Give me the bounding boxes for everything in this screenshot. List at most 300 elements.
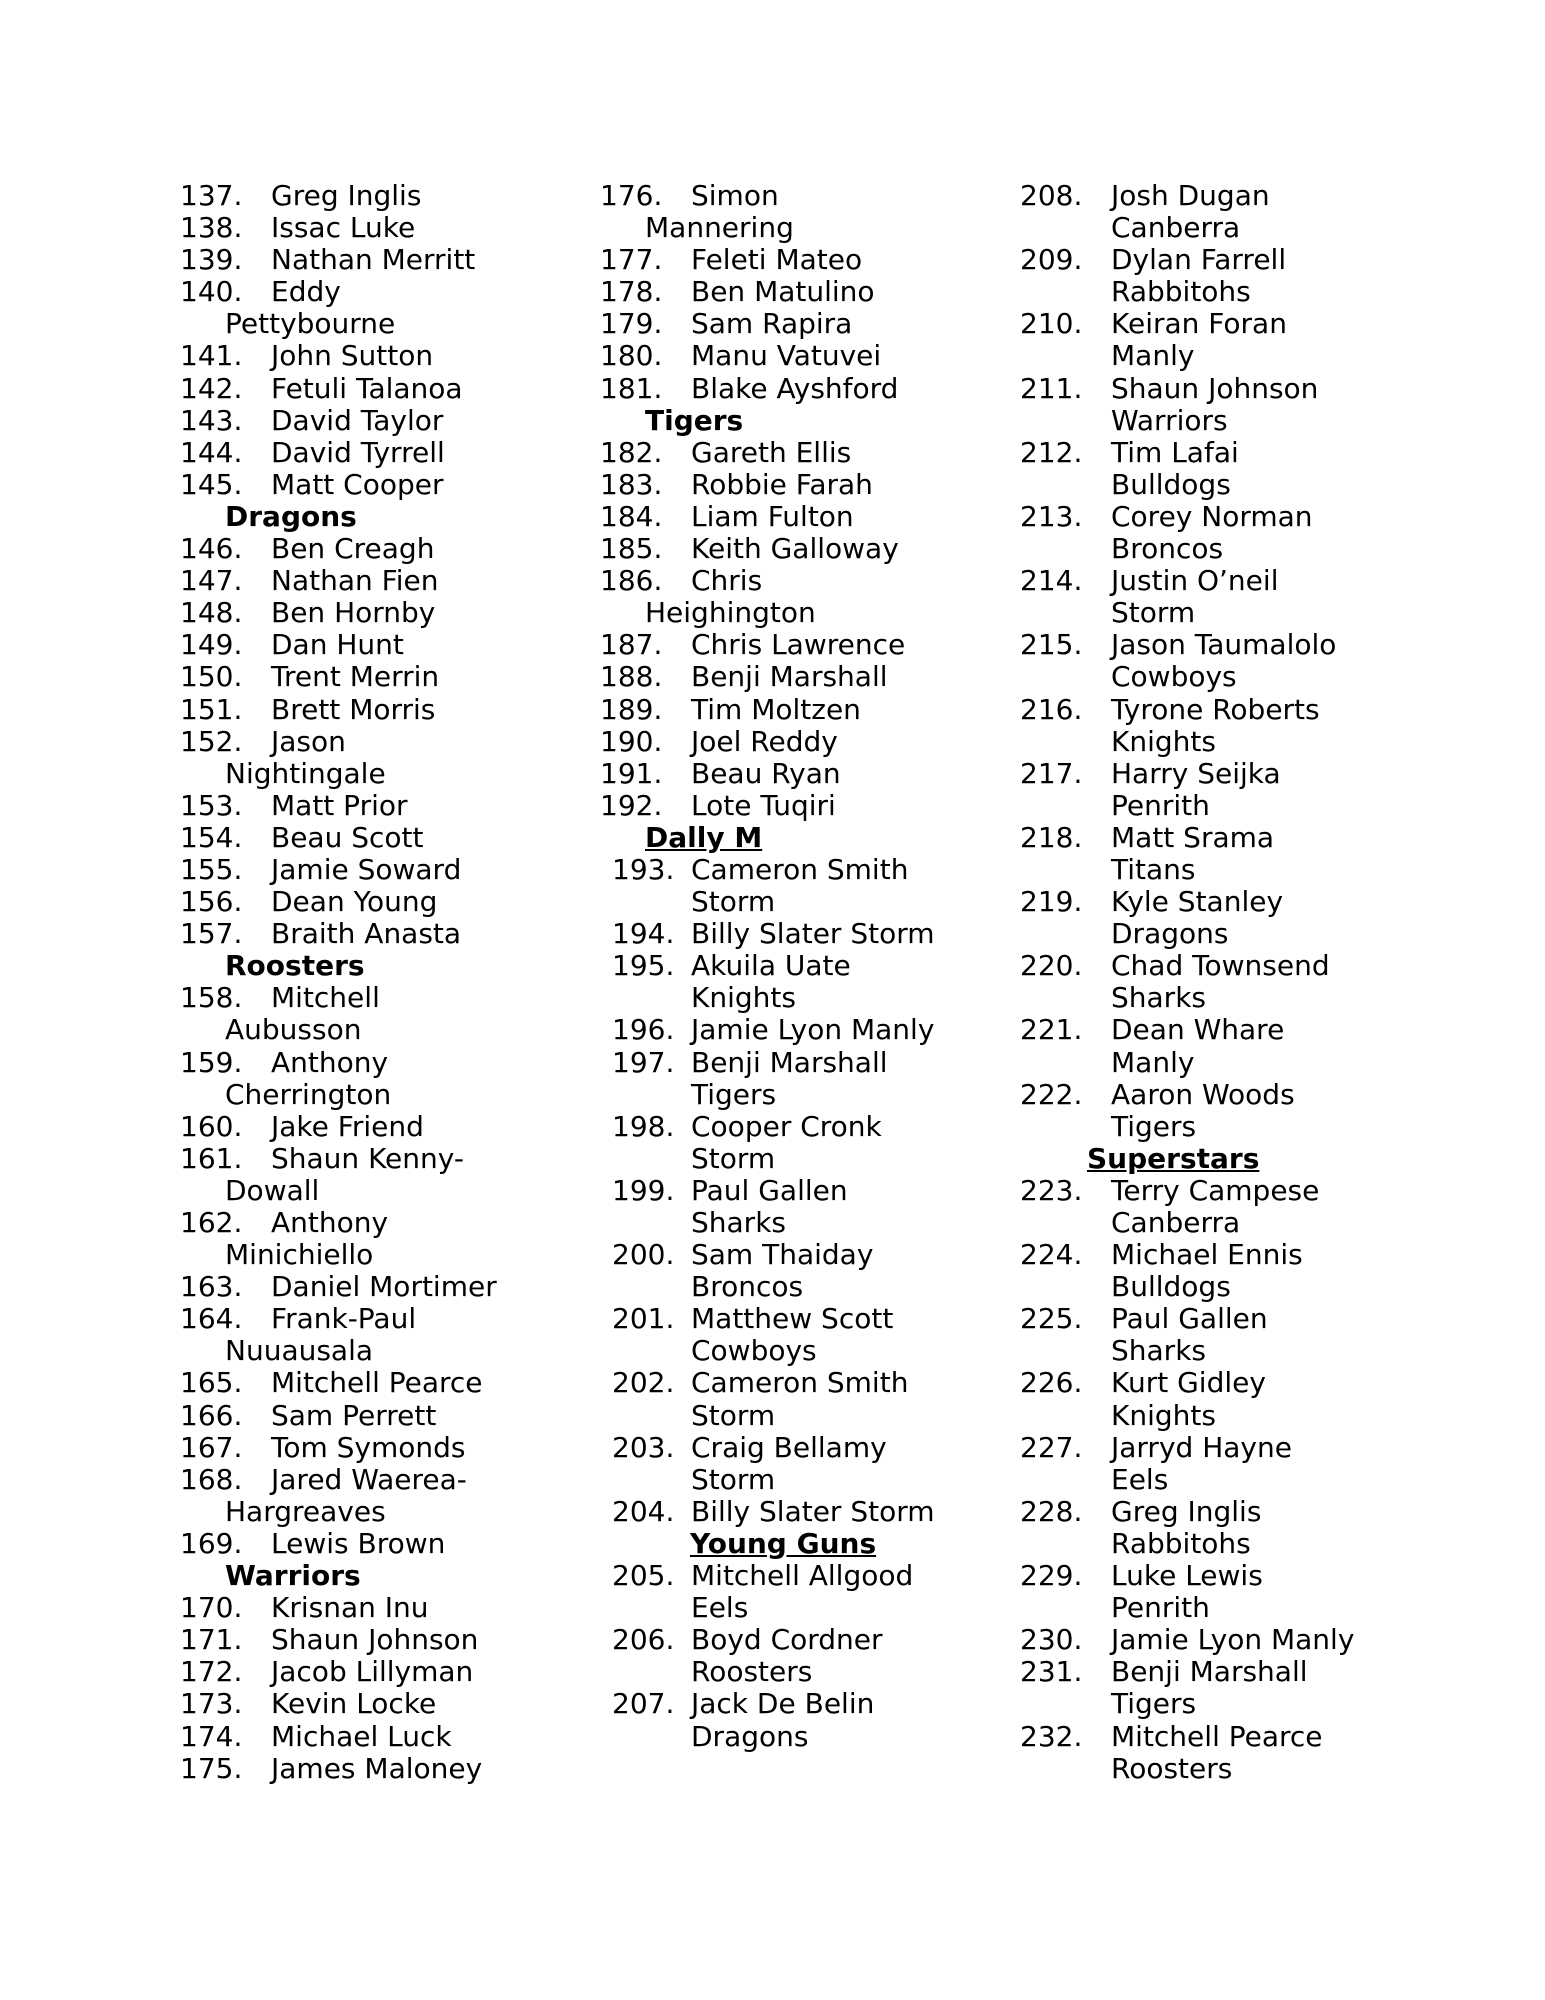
- player-name: Chris: [691, 564, 763, 598]
- list-item-continuation: Eels: [1111, 1462, 1169, 1496]
- list-item-continuation: Tigers: [1111, 1109, 1197, 1143]
- list-item-continuation: Broncos: [1111, 532, 1224, 566]
- list-number: 186.: [600, 564, 663, 598]
- player-name: Simon: [691, 179, 779, 212]
- player-name: Cameron Smith: [691, 852, 909, 886]
- list-item: [1020, 1560, 1400, 1592]
- list-number: 139.: [180, 243, 243, 277]
- list-item-continuation: Heighington: [645, 596, 816, 630]
- list-number: 205.: [612, 1559, 675, 1593]
- player-name: Sam Rapira: [691, 307, 853, 341]
- list-item-continuation: Minichiello: [225, 1238, 374, 1272]
- list-item: [180, 533, 570, 565]
- list-item: [180, 1721, 570, 1753]
- list-number: 165.: [180, 1366, 243, 1400]
- player-name: Benji Marshall: [691, 1045, 888, 1079]
- list-item: [600, 661, 1000, 693]
- player-name: Paul Gallen: [691, 1173, 848, 1207]
- list-item: [180, 1271, 570, 1303]
- player-name: Michael Luck: [271, 1719, 452, 1753]
- list-item: [1020, 822, 1400, 854]
- player-name: Greg Inglis: [1111, 1494, 1262, 1528]
- list-number: 144.: [180, 435, 243, 469]
- list-item: [600, 1014, 1000, 1046]
- player-name: Trent Merrin: [271, 660, 440, 694]
- column-3: [1020, 180, 1400, 1785]
- list-item-continuation: Rabbitohs: [1111, 275, 1251, 309]
- list-item: [180, 661, 570, 693]
- list-number: 198.: [612, 1109, 675, 1143]
- list-item-continuation: Manly: [1111, 339, 1195, 373]
- list-item: [1020, 950, 1400, 982]
- list-number: 192.: [600, 788, 663, 822]
- list-item: [600, 918, 1000, 950]
- player-name: Beau Ryan: [691, 756, 841, 790]
- player-name: Robbie Farah: [691, 467, 873, 501]
- player-name: Mitchell Allgood: [691, 1559, 914, 1593]
- list-item: [1020, 1721, 1400, 1753]
- player-name: Mitchell Pearce: [1111, 1719, 1323, 1753]
- player-name: Matt Cooper: [271, 467, 444, 501]
- list-item: [180, 1143, 570, 1175]
- list-number: 201.: [612, 1302, 675, 1336]
- list-number: 163.: [180, 1270, 243, 1304]
- list-item-continuation: Cherrington: [225, 1077, 392, 1111]
- player-name: Jacob Lillyman: [271, 1655, 474, 1689]
- player-name: Mitchell Pearce: [271, 1366, 483, 1400]
- list-number: 158.: [180, 981, 243, 1015]
- section-heading: Dragons: [225, 499, 357, 533]
- player-name: Eddy: [271, 275, 341, 309]
- player-name: Tyrone Roberts: [1111, 692, 1320, 726]
- list-item: [600, 1367, 1000, 1399]
- player-name: Keiran Foran: [1111, 307, 1287, 341]
- list-number: 190.: [600, 724, 663, 758]
- list-number: 211.: [1020, 371, 1083, 405]
- list-number: 172.: [180, 1655, 243, 1689]
- list-number: 166.: [180, 1398, 243, 1432]
- list-item: [1020, 244, 1400, 276]
- list-item: [180, 373, 570, 405]
- list-number: 138.: [180, 211, 243, 245]
- list-item: [600, 276, 1000, 308]
- list-item: [180, 276, 570, 308]
- player-name: David Tyrrell: [271, 435, 445, 469]
- list-number: 214.: [1020, 564, 1083, 598]
- list-number: 193.: [612, 852, 675, 886]
- player-name: Jake Friend: [271, 1109, 424, 1143]
- list-number: 154.: [180, 820, 243, 854]
- list-item: [1020, 308, 1400, 340]
- list-item: [1020, 1175, 1400, 1207]
- player-name: Craig Bellamy: [691, 1430, 887, 1464]
- list-item: [180, 629, 570, 661]
- player-name: Joel Reddy: [691, 724, 838, 758]
- list-number: 203.: [612, 1430, 675, 1464]
- list-item: [600, 1239, 1000, 1271]
- list-item: [180, 1111, 570, 1143]
- list-number: 216.: [1020, 692, 1083, 726]
- list-number: 221.: [1020, 1013, 1083, 1047]
- list-item: [180, 597, 570, 629]
- player-name: Jason: [271, 724, 346, 758]
- player-name: Lewis Brown: [271, 1526, 446, 1560]
- section-heading: Warriors: [225, 1559, 361, 1593]
- list-item-continuation: Warriors: [1111, 403, 1228, 437]
- list-number: 187.: [600, 628, 663, 662]
- player-name: Benji Marshall: [1111, 1655, 1308, 1689]
- list-number: 202.: [612, 1366, 675, 1400]
- list-item: [180, 244, 570, 276]
- list-item-continuation: Storm: [691, 1141, 776, 1175]
- list-number: 223.: [1020, 1173, 1083, 1207]
- list-item: [600, 308, 1000, 340]
- list-number: 156.: [180, 885, 243, 919]
- list-item: [180, 1656, 570, 1688]
- player-name: Jamie Lyon Manly: [1111, 1623, 1355, 1657]
- list-number: 208.: [1020, 179, 1083, 212]
- list-item: [1020, 1432, 1400, 1464]
- list-item: [1020, 437, 1400, 469]
- player-name: Kyle Stanley: [1111, 885, 1284, 919]
- player-name: John Sutton: [271, 339, 434, 373]
- list-number: 159.: [180, 1045, 243, 1079]
- player-name: Dan Hunt: [271, 628, 404, 662]
- list-item-continuation: Titans: [1111, 852, 1196, 886]
- list-item-continuation: Storm: [1111, 596, 1196, 630]
- list-item: [1020, 1079, 1400, 1111]
- list-number: 143.: [180, 403, 243, 437]
- list-item-continuation: Bulldogs: [1111, 467, 1231, 501]
- list-item-continuation: Pettybourne: [225, 307, 396, 341]
- list-number: 169.: [180, 1526, 243, 1560]
- list-item: [180, 1688, 570, 1720]
- list-number: 176.: [600, 179, 663, 212]
- list-item: [180, 1753, 570, 1785]
- player-name: Tim Lafai: [1111, 435, 1239, 469]
- list-number: 153.: [180, 788, 243, 822]
- list-item: [1020, 1239, 1400, 1271]
- list-item: [600, 469, 1000, 501]
- player-name: Anthony: [271, 1206, 389, 1239]
- section-heading: Young Guns: [690, 1526, 877, 1560]
- list-number: 206.: [612, 1623, 675, 1657]
- list-item-continuation: Tigers: [691, 1077, 777, 1111]
- list-item: [180, 918, 570, 950]
- list-item: [180, 469, 570, 501]
- list-number: 168.: [180, 1462, 243, 1496]
- list-number: 180.: [600, 339, 663, 373]
- list-number: 141.: [180, 339, 243, 373]
- list-item-continuation: Hargreaves: [225, 1494, 386, 1528]
- list-item: [600, 565, 1000, 597]
- list-number: 161.: [180, 1141, 243, 1175]
- list-number: 230.: [1020, 1623, 1083, 1657]
- list-item: [1020, 1367, 1400, 1399]
- list-number: 178.: [600, 275, 663, 309]
- player-name: Shaun Johnson: [1111, 371, 1319, 405]
- list-number: 146.: [180, 532, 243, 566]
- list-number: 177.: [600, 243, 663, 277]
- list-item: [600, 854, 1000, 886]
- list-item: [600, 950, 1000, 982]
- player-name: Jared Waerea-: [271, 1462, 467, 1496]
- player-name: Chad Townsend: [1111, 949, 1330, 983]
- list-item: [180, 886, 570, 918]
- player-name: Kurt Gidley: [1111, 1366, 1266, 1400]
- player-name: Krisnan Inu: [271, 1591, 429, 1625]
- list-item-continuation: Knights: [1111, 724, 1216, 758]
- list-item-continuation: Cowboys: [691, 1334, 817, 1368]
- list-item-continuation: Cowboys: [1111, 660, 1237, 694]
- list-number: 173.: [180, 1687, 243, 1721]
- list-item-continuation: Canberra: [1111, 1206, 1241, 1239]
- list-item-continuation: Storm: [691, 1398, 776, 1432]
- list-item-continuation: Tigers: [1111, 1687, 1197, 1721]
- list-number: 137.: [180, 179, 243, 212]
- list-number: 148.: [180, 596, 243, 630]
- list-number: 167.: [180, 1430, 243, 1464]
- player-name: David Taylor: [271, 403, 444, 437]
- list-item: [600, 1303, 1000, 1335]
- list-number: 155.: [180, 852, 243, 886]
- list-item-continuation: Mannering: [645, 211, 794, 245]
- list-item: [1020, 1496, 1400, 1528]
- list-item: [180, 1528, 570, 1560]
- list-number: 217.: [1020, 756, 1083, 790]
- player-name: Frank-Paul: [271, 1302, 417, 1336]
- list-item-continuation: Manly: [1111, 1045, 1195, 1079]
- list-number: 210.: [1020, 307, 1083, 341]
- list-item: [600, 629, 1000, 661]
- player-name: Aaron Woods: [1111, 1077, 1295, 1111]
- list-item: [180, 982, 570, 1014]
- list-number: 199.: [612, 1173, 675, 1207]
- list-number: 224.: [1020, 1238, 1083, 1272]
- column-2: [600, 180, 1000, 1753]
- list-number: 195.: [612, 949, 675, 983]
- player-name: Tom Symonds: [271, 1430, 466, 1464]
- player-name: Justin O’neil: [1111, 564, 1279, 598]
- list-number: 189.: [600, 692, 663, 726]
- list-item: [180, 790, 570, 822]
- list-number: 162.: [180, 1206, 243, 1239]
- list-item: [180, 1303, 570, 1335]
- list-item-continuation: Roosters: [691, 1655, 813, 1689]
- player-name: Gareth Ellis: [691, 435, 852, 469]
- list-number: 179.: [600, 307, 663, 341]
- list-number: 219.: [1020, 885, 1083, 919]
- player-name: Jason Taumalolo: [1111, 628, 1337, 662]
- list-item: [180, 1592, 570, 1624]
- list-item-continuation: Bulldogs: [1111, 1270, 1231, 1304]
- list-number: 212.: [1020, 435, 1083, 469]
- list-number: 181.: [600, 371, 663, 405]
- player-name: Kevin Locke: [271, 1687, 437, 1721]
- player-name: Jack De Belin: [691, 1687, 875, 1721]
- list-item: [1020, 758, 1400, 790]
- player-name: Lote Tuqiri: [691, 788, 836, 822]
- list-item-continuation: Dragons: [691, 1719, 809, 1753]
- list-number: 149.: [180, 628, 243, 662]
- list-item: [180, 180, 570, 212]
- list-item-continuation: Sharks: [691, 1206, 786, 1239]
- list-item-continuation: Dragons: [1111, 917, 1229, 951]
- section-heading: Tigers: [645, 403, 744, 437]
- list-number: 160.: [180, 1109, 243, 1143]
- player-name: Billy Slater Storm: [691, 917, 935, 951]
- player-name: Sam Perrett: [271, 1398, 437, 1432]
- list-item-continuation: Canberra: [1111, 211, 1241, 245]
- list-number: 171.: [180, 1623, 243, 1657]
- player-name: Shaun Johnson: [271, 1623, 479, 1657]
- list-number: 227.: [1020, 1430, 1083, 1464]
- list-item: [600, 694, 1000, 726]
- list-item-continuation: Knights: [1111, 1398, 1216, 1432]
- player-name: Benji Marshall: [691, 660, 888, 694]
- list-item: [1020, 565, 1400, 597]
- list-item: [600, 726, 1000, 758]
- list-item: [600, 1624, 1000, 1656]
- list-item: [600, 1560, 1000, 1592]
- list-item: [180, 822, 570, 854]
- list-item: [600, 437, 1000, 469]
- list-item-continuation: Storm: [691, 885, 776, 919]
- list-number: 183.: [600, 467, 663, 501]
- list-item: [1020, 629, 1400, 661]
- list-number: 196.: [612, 1013, 675, 1047]
- section-heading: Superstars: [1087, 1141, 1260, 1175]
- player-name: Anthony: [271, 1045, 389, 1079]
- list-item: [180, 437, 570, 469]
- list-item: [600, 244, 1000, 276]
- list-number: 184.: [600, 499, 663, 533]
- player-name: Billy Slater Storm: [691, 1494, 935, 1528]
- player-name: Akuila Uate: [691, 949, 851, 983]
- list-number: 164.: [180, 1302, 243, 1336]
- list-item: [1020, 501, 1400, 533]
- list-item-continuation: Penrith: [1111, 788, 1210, 822]
- player-name: Chris Lawrence: [691, 628, 906, 662]
- player-name: Tim Moltzen: [691, 692, 861, 726]
- list-item-continuation: Storm: [691, 1462, 776, 1496]
- list-item: [600, 1432, 1000, 1464]
- list-item-continuation: Broncos: [691, 1270, 804, 1304]
- list-item: [180, 1624, 570, 1656]
- player-name: Ben Creagh: [271, 532, 435, 566]
- list-number: 188.: [600, 660, 663, 694]
- player-name: Shaun Kenny-: [271, 1141, 464, 1175]
- list-number: 231.: [1020, 1655, 1083, 1689]
- list-number: 229.: [1020, 1559, 1083, 1593]
- player-name: Matt Prior: [271, 788, 408, 822]
- list-number: 225.: [1020, 1302, 1083, 1336]
- list-number: 209.: [1020, 243, 1083, 277]
- player-name: Luke Lewis: [1111, 1559, 1263, 1593]
- list-number: 213.: [1020, 499, 1083, 533]
- list-item: [180, 1400, 570, 1432]
- player-name: Fetuli Talanoa: [271, 371, 463, 405]
- player-name: Jarryd Hayne: [1111, 1430, 1292, 1464]
- player-name: Liam Fulton: [691, 499, 854, 533]
- list-item-continuation: Rabbitohs: [1111, 1526, 1251, 1560]
- list-number: 185.: [600, 532, 663, 566]
- player-name: Beau Scott: [271, 820, 424, 854]
- list-item-continuation: Dowall: [225, 1173, 320, 1207]
- player-name: Issac Luke: [271, 211, 416, 245]
- player-name: Feleti Mateo: [691, 243, 863, 277]
- list-number: 200.: [612, 1238, 675, 1272]
- list-item: [1020, 1014, 1400, 1046]
- player-name: Dean Young: [271, 885, 438, 919]
- player-name: Jamie Lyon Manly: [691, 1013, 935, 1047]
- player-name: Harry Seijka: [1111, 756, 1281, 790]
- list-item-continuation: Aubusson: [225, 1013, 362, 1047]
- list-item-continuation: Nuuausala: [225, 1334, 374, 1368]
- list-number: 220.: [1020, 949, 1083, 983]
- list-item: [600, 1111, 1000, 1143]
- list-number: 207.: [612, 1687, 675, 1721]
- list-item: [180, 340, 570, 372]
- list-number: 232.: [1020, 1719, 1083, 1753]
- list-item: [180, 694, 570, 726]
- list-item: [1020, 1624, 1400, 1656]
- list-number: 157.: [180, 917, 243, 951]
- player-name: Boyd Cordner: [691, 1623, 883, 1657]
- list-item-continuation: Sharks: [1111, 981, 1206, 1015]
- list-item: [600, 180, 1000, 212]
- list-item: [600, 340, 1000, 372]
- player-name: Josh Dugan: [1111, 179, 1270, 212]
- player-name: Nathan Fien: [271, 564, 439, 598]
- column-1: [180, 180, 570, 1785]
- player-name: Cooper Cronk: [691, 1109, 882, 1143]
- list-item: [600, 1175, 1000, 1207]
- player-name: Blake Ayshford: [691, 371, 899, 405]
- list-item-continuation: Eels: [691, 1591, 749, 1625]
- player-name: Ben Hornby: [271, 596, 436, 630]
- player-name: Matthew Scott: [691, 1302, 894, 1336]
- player-name: Nathan Merritt: [271, 243, 476, 277]
- list-item: [180, 212, 570, 244]
- list-item: [1020, 373, 1400, 405]
- player-name: Terry Campese: [1111, 1173, 1320, 1207]
- list-item-continuation: Penrith: [1111, 1591, 1210, 1625]
- list-number: 215.: [1020, 628, 1083, 662]
- list-number: 194.: [612, 917, 675, 951]
- list-item: [600, 1047, 1000, 1079]
- list-item: [600, 758, 1000, 790]
- list-item: [180, 1432, 570, 1464]
- list-item: [600, 1496, 1000, 1528]
- list-number: 228.: [1020, 1494, 1083, 1528]
- list-number: 182.: [600, 435, 663, 469]
- list-number: 197.: [612, 1045, 675, 1079]
- list-item-continuation: Nightingale: [225, 756, 386, 790]
- list-item: [1020, 694, 1400, 726]
- list-item-continuation: Roosters: [1111, 1751, 1233, 1785]
- player-name: Brett Morris: [271, 692, 436, 726]
- list-item: [180, 1464, 570, 1496]
- list-number: 191.: [600, 756, 663, 790]
- list-number: 142.: [180, 371, 243, 405]
- list-item: [180, 1047, 570, 1079]
- player-name: Sam Thaiday: [691, 1238, 874, 1272]
- player-name: Paul Gallen: [1111, 1302, 1268, 1336]
- list-item: [1020, 886, 1400, 918]
- list-item: [600, 501, 1000, 533]
- list-number: 170.: [180, 1591, 243, 1625]
